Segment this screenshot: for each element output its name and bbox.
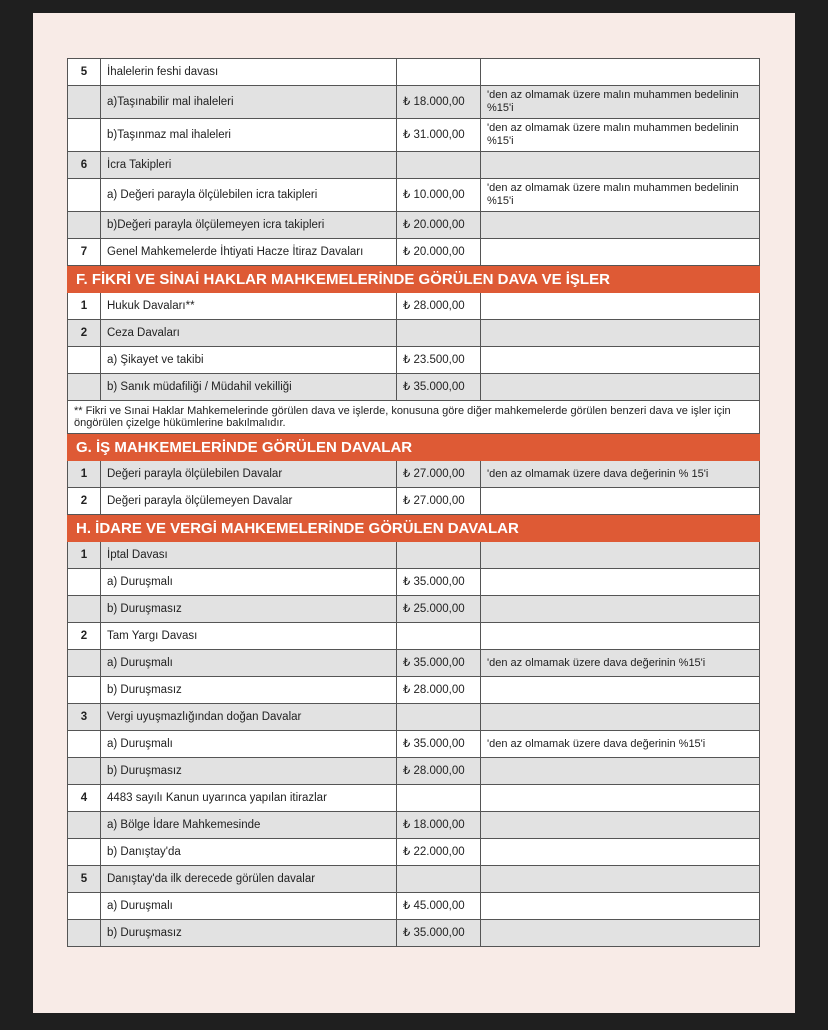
fee-condition <box>481 893 760 920</box>
fee-condition <box>481 212 760 239</box>
table-row <box>68 347 760 374</box>
item-description: a) Şikayet ve takibi <box>101 347 397 374</box>
fee-amount: ₺ 35.000,00 <box>397 374 481 401</box>
footnote-text: ** Fikri ve Sınai Haklar Mahkemelerinde görülen dava ve işlerde, konusuna göre diğer mahkemelerde görülen benzeri dava ve işler için öngörülen çizelge hükümlerine bakılmalıdır. <box>68 401 760 434</box>
fee-condition <box>481 239 760 266</box>
item-description: İptal Davası <box>101 542 397 569</box>
item-number <box>68 893 101 920</box>
fee-condition <box>481 596 760 623</box>
table-row <box>68 212 760 239</box>
table-row <box>68 86 760 119</box>
table-row <box>68 704 760 731</box>
fee-amount: ₺ 18.000,00 <box>397 812 481 839</box>
item-number <box>68 86 101 119</box>
fee-condition <box>481 839 760 866</box>
table-row <box>68 731 760 758</box>
item-number <box>68 920 101 947</box>
table-row <box>68 239 760 266</box>
item-number: 3 <box>68 704 101 731</box>
fee-condition <box>481 866 760 893</box>
item-description: b)Taşınmaz mal ihaleleri <box>101 119 397 152</box>
item-number <box>68 839 101 866</box>
table-row <box>68 374 760 401</box>
table-row <box>68 542 760 569</box>
fee-condition <box>481 488 760 515</box>
fee-condition <box>481 59 760 86</box>
item-number: 4 <box>68 785 101 812</box>
item-description: b) Duruşmasız <box>101 677 397 704</box>
table-row <box>68 461 760 488</box>
fee-condition <box>481 569 760 596</box>
item-description: b) Duruşmasız <box>101 920 397 947</box>
table-row <box>68 596 760 623</box>
item-number <box>68 179 101 212</box>
item-description: b) Danıştay'da <box>101 839 397 866</box>
table-row <box>68 839 760 866</box>
table-row <box>68 59 760 86</box>
fee-condition: 'den az olmamak üzere dava değerinin %15'i <box>481 650 760 677</box>
fee-condition <box>481 320 760 347</box>
fee-amount: ₺ 35.000,00 <box>397 569 481 596</box>
item-description: İcra Takipleri <box>101 152 397 179</box>
table-row <box>68 569 760 596</box>
fee-amount <box>397 866 481 893</box>
item-number: 2 <box>68 320 101 347</box>
item-number <box>68 569 101 596</box>
table-row <box>68 623 760 650</box>
section-header <box>68 515 760 542</box>
item-description: b)Değeri parayla ölçülemeyen icra takipleri <box>101 212 397 239</box>
item-number: 1 <box>68 461 101 488</box>
fee-amount <box>397 542 481 569</box>
fee-condition <box>481 347 760 374</box>
table-row <box>68 893 760 920</box>
item-number <box>68 731 101 758</box>
item-description: 4483 sayılı Kanun uyarınca yapılan itirazlar <box>101 785 397 812</box>
fee-condition <box>481 785 760 812</box>
table-row <box>68 920 760 947</box>
item-description: a) Duruşmalı <box>101 731 397 758</box>
fee-amount <box>397 623 481 650</box>
item-number <box>68 677 101 704</box>
fee-amount: ₺ 18.000,00 <box>397 86 481 119</box>
item-number: 1 <box>68 293 101 320</box>
item-number: 1 <box>68 542 101 569</box>
section-title: G. İŞ MAHKEMELERİNDE GÖRÜLEN DAVALAR <box>68 434 760 461</box>
table-row <box>68 758 760 785</box>
fee-amount: ₺ 20.000,00 <box>397 212 481 239</box>
table-row <box>68 179 760 212</box>
item-description: a) Duruşmalı <box>101 569 397 596</box>
item-number: 6 <box>68 152 101 179</box>
item-number <box>68 596 101 623</box>
fee-condition <box>481 293 760 320</box>
item-number <box>68 212 101 239</box>
item-description: b) Duruşmasız <box>101 596 397 623</box>
fee-condition: 'den az olmamak üzere malın muhammen bedelinin %15'i <box>481 179 760 212</box>
fee-condition: 'den az olmamak üzere dava değerinin % 15'i <box>481 461 760 488</box>
item-description: Hukuk Davaları** <box>101 293 397 320</box>
item-description: İhalelerin feshi davası <box>101 59 397 86</box>
fee-amount <box>397 320 481 347</box>
fee-amount <box>397 704 481 731</box>
table-row <box>68 812 760 839</box>
table-row <box>68 320 760 347</box>
item-description: b) Sanık müdafiliği / Müdahil vekilliği <box>101 374 397 401</box>
section-header <box>68 266 760 293</box>
document-page <box>33 13 795 1013</box>
section-title: H. İDARE VE VERGİ MAHKEMELERİNDE GÖRÜLEN DAVALAR <box>68 515 760 542</box>
fee-amount: ₺ 35.000,00 <box>397 920 481 947</box>
item-description: Genel Mahkemelerde İhtiyati Hacze İtiraz Davaları <box>101 239 397 266</box>
fee-amount <box>397 152 481 179</box>
fee-condition: 'den az olmamak üzere malın muhammen bedelinin %15'i <box>481 119 760 152</box>
table-row <box>68 650 760 677</box>
table-row <box>68 488 760 515</box>
fee-condition <box>481 704 760 731</box>
fee-condition <box>481 812 760 839</box>
fee-table-body <box>68 59 760 947</box>
fee-amount: ₺ 20.000,00 <box>397 239 481 266</box>
footnote-row <box>68 401 760 434</box>
fee-amount <box>397 785 481 812</box>
fee-amount: ₺ 28.000,00 <box>397 677 481 704</box>
item-description: Tam Yargı Davası <box>101 623 397 650</box>
fee-amount: ₺ 10.000,00 <box>397 179 481 212</box>
item-number <box>68 650 101 677</box>
table-row <box>68 152 760 179</box>
fee-amount: ₺ 31.000,00 <box>397 119 481 152</box>
item-description: a) Duruşmalı <box>101 893 397 920</box>
item-description: Danıştay'da ilk derecede görülen davalar <box>101 866 397 893</box>
fee-amount: ₺ 45.000,00 <box>397 893 481 920</box>
item-description: Değeri parayla ölçülebilen Davalar <box>101 461 397 488</box>
fee-amount: ₺ 25.000,00 <box>397 596 481 623</box>
fee-condition <box>481 152 760 179</box>
table-row <box>68 119 760 152</box>
table-row <box>68 677 760 704</box>
fee-amount: ₺ 23.500,00 <box>397 347 481 374</box>
item-number: 5 <box>68 59 101 86</box>
table-row <box>68 785 760 812</box>
fee-amount: ₺ 28.000,00 <box>397 293 481 320</box>
fee-condition <box>481 758 760 785</box>
item-number: 7 <box>68 239 101 266</box>
table-row <box>68 293 760 320</box>
fee-table <box>67 58 760 947</box>
fee-amount <box>397 59 481 86</box>
item-description: a)Taşınabilir mal ihaleleri <box>101 86 397 119</box>
fee-amount: ₺ 35.000,00 <box>397 650 481 677</box>
item-description: b) Duruşmasız <box>101 758 397 785</box>
fee-condition <box>481 623 760 650</box>
item-number <box>68 374 101 401</box>
fee-condition <box>481 374 760 401</box>
item-description: Ceza Davaları <box>101 320 397 347</box>
item-number <box>68 758 101 785</box>
item-number <box>68 119 101 152</box>
fee-amount: ₺ 27.000,00 <box>397 461 481 488</box>
item-number <box>68 347 101 374</box>
fee-condition: 'den az olmamak üzere malın muhammen bedelinin %15'i <box>481 86 760 119</box>
item-number: 5 <box>68 866 101 893</box>
fee-condition <box>481 920 760 947</box>
item-description: Değeri parayla ölçülemeyen Davalar <box>101 488 397 515</box>
fee-amount: ₺ 35.000,00 <box>397 731 481 758</box>
fee-amount: ₺ 27.000,00 <box>397 488 481 515</box>
item-description: a) Duruşmalı <box>101 650 397 677</box>
fee-amount: ₺ 22.000,00 <box>397 839 481 866</box>
section-header <box>68 434 760 461</box>
item-description: a) Bölge İdare Mahkemesinde <box>101 812 397 839</box>
fee-condition <box>481 542 760 569</box>
item-description: a) Değeri parayla ölçülebilen icra takipleri <box>101 179 397 212</box>
fee-condition: 'den az olmamak üzere dava değerinin %15'i <box>481 731 760 758</box>
item-description: Vergi uyuşmazlığından doğan Davalar <box>101 704 397 731</box>
fee-condition <box>481 677 760 704</box>
item-number: 2 <box>68 623 101 650</box>
item-number <box>68 812 101 839</box>
item-number: 2 <box>68 488 101 515</box>
table-row <box>68 866 760 893</box>
section-title: F. FİKRİ VE SİNAİ HAKLAR MAHKEMELERİNDE GÖRÜLEN DAVA VE İŞLER <box>68 266 760 293</box>
fee-amount: ₺ 28.000,00 <box>397 758 481 785</box>
